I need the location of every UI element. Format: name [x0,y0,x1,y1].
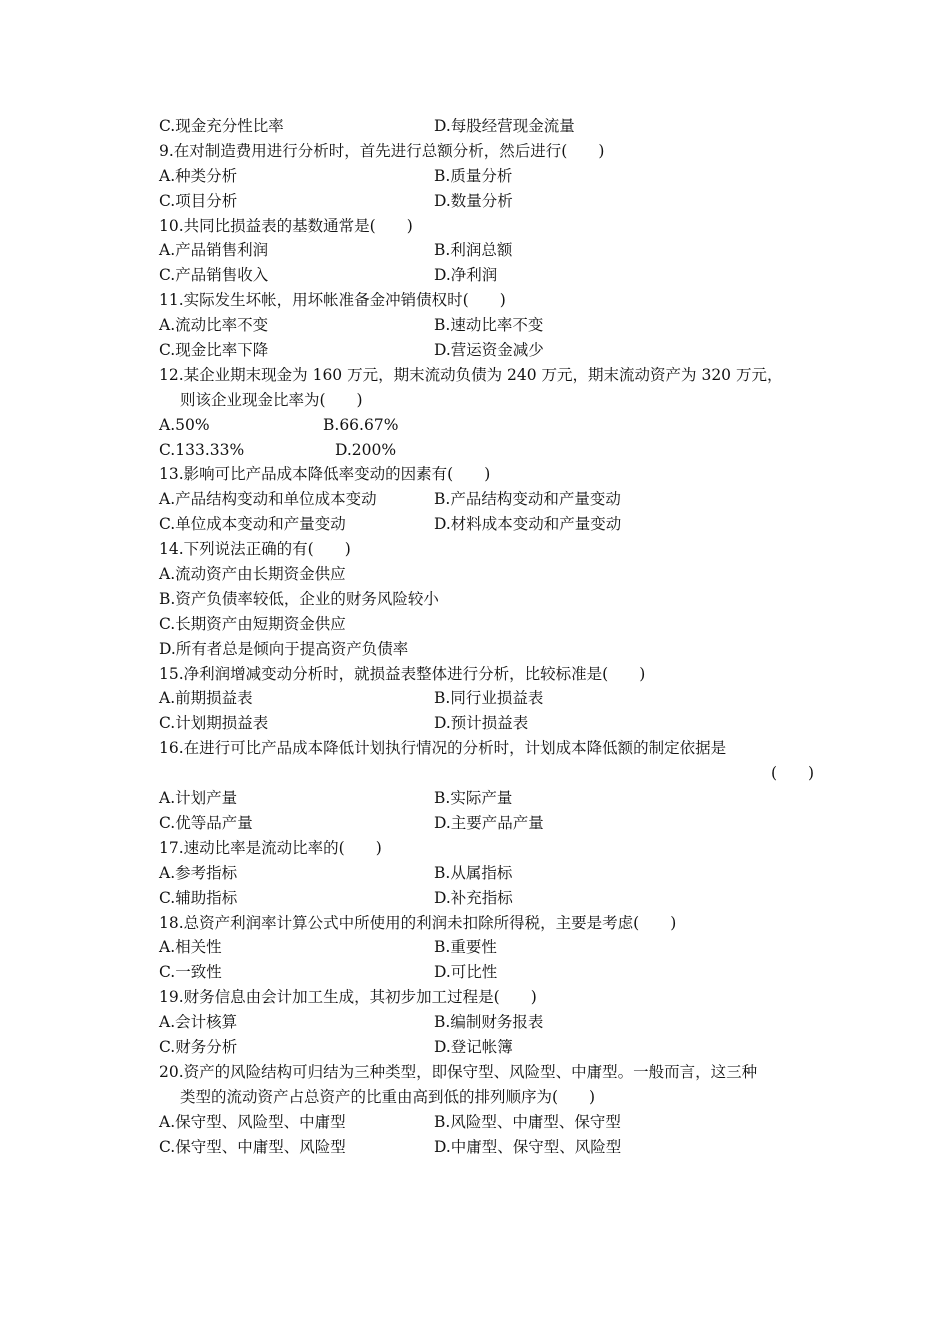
option-d: D.中庸型、保守型、风险型 [434,1137,622,1156]
option-row [0,487,950,512]
option-d: D.200% [335,440,397,459]
option-c: C.辅助指标 [159,888,238,907]
option-b: B.从属指标 [434,863,513,882]
option-c: C.单位成本变动和产量变动 [159,515,346,534]
option-d: D.所有者总是倾向于提高资产负债率 [159,639,409,658]
option-c: C.财务分析 [159,1037,238,1056]
option-c: C.项目分析 [159,191,238,210]
option-row [0,313,950,338]
question-14-stem: 14.下列说法正确的有( ) [159,540,351,559]
option-c: C.保守型、中庸型、风险型 [159,1137,346,1156]
question-11-stem: 11.实际发生坏帐，用坏帐准备金冲销债权时( ) [159,291,506,310]
question-9-stem: 9.在对制造费用进行分析时，首先进行总额分析，然后进行( ) [159,141,605,160]
option-row [0,1110,950,1135]
option-a: A.计划产量 [159,789,238,808]
option-a: A.会计核算 [159,1013,238,1032]
question-list [0,114,950,1159]
option-a: A.流动资产由长期资金供应 [159,565,346,584]
option-d: D.净利润 [434,266,498,285]
question-12-stem-continued: 则该企业现金比率为( ) [180,390,363,409]
option-a: A.保守型、风险型、中庸型 [159,1112,346,1131]
option-d: D.材料成本变动和产量变动 [434,515,622,534]
option-a: A.产品结构变动和单位成本变动 [159,490,377,509]
option-row [0,786,950,811]
option-row [0,413,950,438]
option-c: C.长期资产由短期资金供应 [159,614,346,633]
option-b: B.资产负债率较低，企业的财务风险较小 [159,589,439,608]
option-row [0,238,950,263]
option-d: D.主要产品产量 [434,813,544,832]
question-10-stem: 10.共同比损益表的基数通常是( ) [159,216,413,235]
option-b: B.同行业损益表 [434,689,544,708]
option-a: A.相关性 [159,938,222,957]
option-d: D.补充指标 [434,888,513,907]
option-c: C.产品销售收入 [159,266,269,285]
question-13-stem: 13.影响可比产品成本降低率变动的因素有( ) [159,465,491,484]
option-row [0,1035,950,1060]
option-c: C.计划期损益表 [159,714,269,733]
option-b: B.产品结构变动和产量变动 [434,490,621,509]
question-17-stem: 17.速动比率是流动比率的( ) [159,838,382,857]
question-20-stem-continued: 类型的流动资产占总资产的比重由高到低的排列顺序为( ) [180,1087,596,1106]
option-a: A.前期损益表 [159,689,253,708]
question-16-stem: 16.在进行可比产品成本降低计划执行情况的分析时，计划成本降低额的制定依据是 [159,739,727,758]
option-c: C.优等品产量 [159,813,253,832]
option-a: A.种类分析 [159,166,238,185]
option-row [0,512,950,537]
option-d: D.每股经营现金流量 [434,117,575,135]
option-d: D.数量分析 [434,191,513,210]
answer-paren: ( ) [771,764,815,783]
option-b: B.质量分析 [434,166,513,185]
option-row [0,438,950,463]
option-b: B.实际产量 [434,789,513,808]
option-d: D.预计损益表 [434,714,529,733]
answer-paren-row [0,761,950,786]
option-row [0,811,950,836]
option-d: D.登记帐簿 [434,1037,513,1056]
option-a: A.产品销售利润 [159,241,269,260]
option-row [0,711,950,736]
question-15-stem: 15.净利润增减变动分析时，就损益表整体进行分析，比较标准是( ) [159,664,646,683]
option-row [0,861,950,886]
option-c: C.133.33% [159,440,245,459]
option-row [0,263,950,288]
option-row [0,114,950,139]
option-c: C.一致性 [159,963,222,982]
option-row [0,935,950,960]
option-row [0,1010,950,1035]
option-row [0,189,950,214]
question-12-stem: 12.某企业期末现金为 160 万元，期末流动负债为 240 万元，期末流动资产为 320 万元， [159,365,783,384]
option-row [0,686,950,711]
option-b: B.重要性 [434,938,497,957]
option-b: B.速动比率不变 [434,316,544,335]
option-a: A.参考指标 [159,863,238,882]
option-row [0,1135,950,1160]
option-b: B.利润总额 [434,241,513,260]
option-a: A.流动比率不变 [159,316,269,335]
option-a: A.50% [159,415,210,434]
option-b: B.风险型、中庸型、保守型 [434,1112,621,1131]
option-b: B.66.67% [323,415,399,434]
option-row [0,886,950,911]
option-b: B.编制财务报表 [434,1013,544,1032]
option-c: C.现金充分性比率 [159,117,284,135]
option-d: D.可比性 [434,963,498,982]
option-row [0,164,950,189]
question-19-stem: 19.财务信息由会计加工生成，其初步加工过程是( ) [159,988,537,1007]
option-c: C.现金比率下降 [159,341,269,360]
question-18-stem: 18.总资产利润率计算公式中所使用的利润未扣除所得税，主要是考虑( ) [159,913,677,932]
option-d: D.营运资金减少 [434,341,544,360]
option-row [0,960,950,985]
question-20-stem: 20.资产的风险结构可归结为三种类型，即保守型、风险型、中庸型。一般而言，这三种 [159,1062,758,1081]
option-row [0,338,950,363]
